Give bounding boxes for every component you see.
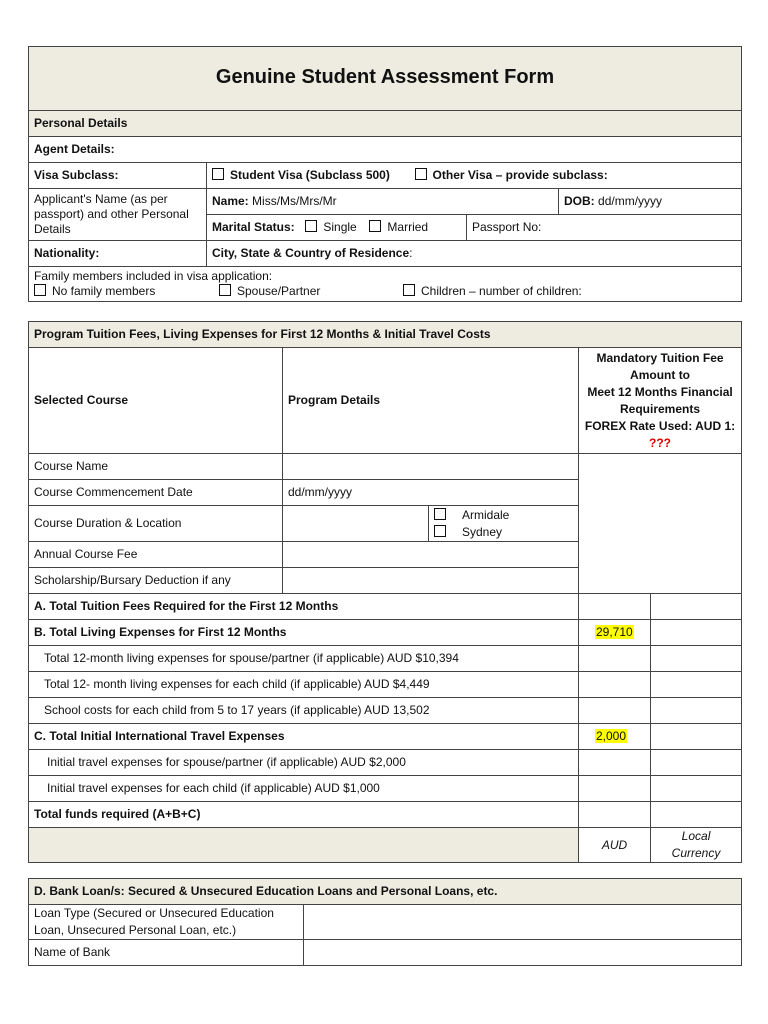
dob-value: dd/mm/yyyy [598,194,663,208]
sydney-checkbox[interactable] [434,525,446,537]
bank-loans-table [28,878,742,966]
form-title-cell [29,47,742,111]
commencement-date-value[interactable]: dd/mm/yyyy [283,480,579,506]
school-costs-aud[interactable] [579,698,651,724]
personal-details-table [28,46,742,302]
total-living-aud[interactable] [579,620,651,646]
location-options [429,506,579,542]
visa-subclass-options [207,163,742,189]
mandatory-header-line1: Mandatory Tuition Fee Amount to [596,350,724,382]
travel-expenses-aud[interactable] [579,724,651,750]
loan-type-label: Loan Type (Secured or Unsecured Education Loan, Unsecured Personal Loan, etc.) [29,905,304,940]
program-fees-table [28,321,742,863]
spouse-checkbox[interactable] [219,284,231,296]
total-funds-label: Total funds required (A+B+C) [29,802,579,828]
name-label: Name: [212,194,249,208]
total-living-local[interactable] [651,620,742,646]
single-checkbox[interactable] [305,220,317,232]
total-funds-aud[interactable] [579,802,651,828]
child-travel-label: Initial travel expenses for each child (if applicable) AUD $1,000 [29,776,579,802]
no-family-label: No family members [52,284,156,298]
total-living-label: B. Total Living Expenses for First 12 Months [29,620,579,646]
child-travel-aud[interactable] [579,776,651,802]
single-label: Single [323,220,357,234]
child-travel-local[interactable] [651,776,742,802]
spouse-travel-label: Initial travel expenses for spouse/partner (if applicable) AUD $2,000 [29,750,579,776]
total-tuition-label: A. Total Tuition Fees Required for the First 12 Months [29,594,579,620]
marital-status-label: Marital Status: [212,220,295,234]
scholarship-input[interactable] [283,568,579,594]
program-section-heading: Program Tuition Fees, Living Expenses for First 12 Months & Initial Travel Costs [29,322,742,348]
residence-field[interactable] [207,241,742,267]
loan-type-input[interactable] [304,905,742,940]
selected-course-header: Selected Course [29,348,283,454]
child-living-label: Total 12- month living expenses for each child (if applicable) AUD $4,449 [29,672,579,698]
other-visa-label: Other Visa – provide subclass: [432,168,608,182]
currency-row-spacer [29,828,579,863]
nationality-label: Nationality: [34,246,100,260]
marital-status-field [207,215,467,241]
applicant-name-label: Applicant's Name (as per passport) and other Personal Details [29,189,207,241]
dob-label: DOB: [564,194,595,208]
mandatory-fee-amount-cell[interactable] [579,454,742,594]
children-checkbox[interactable] [403,284,415,296]
visa-subclass-label: Visa Subclass: [29,163,207,189]
total-tuition-local[interactable] [651,594,742,620]
course-name-input[interactable] [283,454,579,480]
total-living-value: 29,710 [596,625,633,639]
duration-input[interactable] [283,506,429,542]
student-visa-label: Student Visa (Subclass 500) [230,168,390,182]
family-members-field [29,267,742,302]
residence-colon: : [409,246,413,260]
form-title: Genuine Student Assessment Form [215,66,555,88]
school-costs-label: School costs for each child from 5 to 17 years (if applicable) AUD 13,502 [29,698,579,724]
total-funds-local[interactable] [651,802,742,828]
scholarship-label: Scholarship/Bursary Deduction if any [29,568,283,594]
local-currency-label: Local Currency [651,828,742,863]
married-label: Married [387,220,429,234]
bank-loans-heading: D. Bank Loan/s: Secured & Unsecured Education Loans and Personal Loans, etc. [29,879,742,905]
duration-location-label: Course Duration & Location [29,506,283,542]
passport-field[interactable] [467,215,742,241]
armidale-label: Armidale [462,507,510,522]
forex-value: ??? [649,435,672,450]
sydney-label: Sydney [462,524,503,539]
name-value: Miss/Ms/Mrs/Mr [252,194,337,208]
residence-label: City, State & Country of Residence [212,246,410,260]
commencement-date-label: Course Commencement Date [29,480,283,506]
children-label: Children – number of children: [421,284,582,298]
agent-details-field[interactable] [29,137,742,163]
annual-fee-input[interactable] [283,542,579,568]
family-members-label: Family members included in visa application: [34,269,273,283]
spouse-label: Spouse/Partner [237,284,321,298]
student-visa-checkbox[interactable] [212,168,224,180]
school-costs-local[interactable] [651,698,742,724]
child-living-aud[interactable] [579,672,651,698]
spouse-living-label: Total 12-month living expenses for spouse/partner (if applicable) AUD $10,394 [29,646,579,672]
spouse-travel-aud[interactable] [579,750,651,776]
dob-field[interactable] [559,189,742,215]
other-visa-checkbox[interactable] [415,168,427,180]
travel-expenses-value: 2,000 [596,729,627,743]
bank-name-input[interactable] [304,940,742,966]
personal-details-heading: Personal Details [29,111,742,137]
passport-label: Passport No: [472,220,542,234]
child-living-local[interactable] [651,672,742,698]
nationality-field[interactable] [29,241,207,267]
travel-expenses-local[interactable] [651,724,742,750]
married-checkbox[interactable] [369,220,381,232]
total-tuition-aud[interactable] [579,594,651,620]
forex-label: FOREX Rate Used: AUD 1: [584,418,736,433]
agent-details-label: Agent Details: [34,142,115,156]
bank-name-label: Name of Bank [29,940,304,966]
annual-fee-label: Annual Course Fee [29,542,283,568]
spouse-living-local[interactable] [651,646,742,672]
mandatory-fee-header [579,348,742,454]
program-details-header: Program Details [283,348,579,454]
mandatory-header-line2: Meet 12 Months Financial Requirements [587,384,733,416]
course-name-label: Course Name [29,454,283,480]
no-family-checkbox[interactable] [34,284,46,296]
family-options [34,284,736,299]
spouse-travel-local[interactable] [651,750,742,776]
travel-expenses-label: C. Total Initial International Travel Expenses [29,724,579,750]
aud-currency-label: AUD [579,828,651,863]
armidale-checkbox[interactable] [434,508,446,520]
spouse-living-aud[interactable] [579,646,651,672]
name-field[interactable] [207,189,559,215]
